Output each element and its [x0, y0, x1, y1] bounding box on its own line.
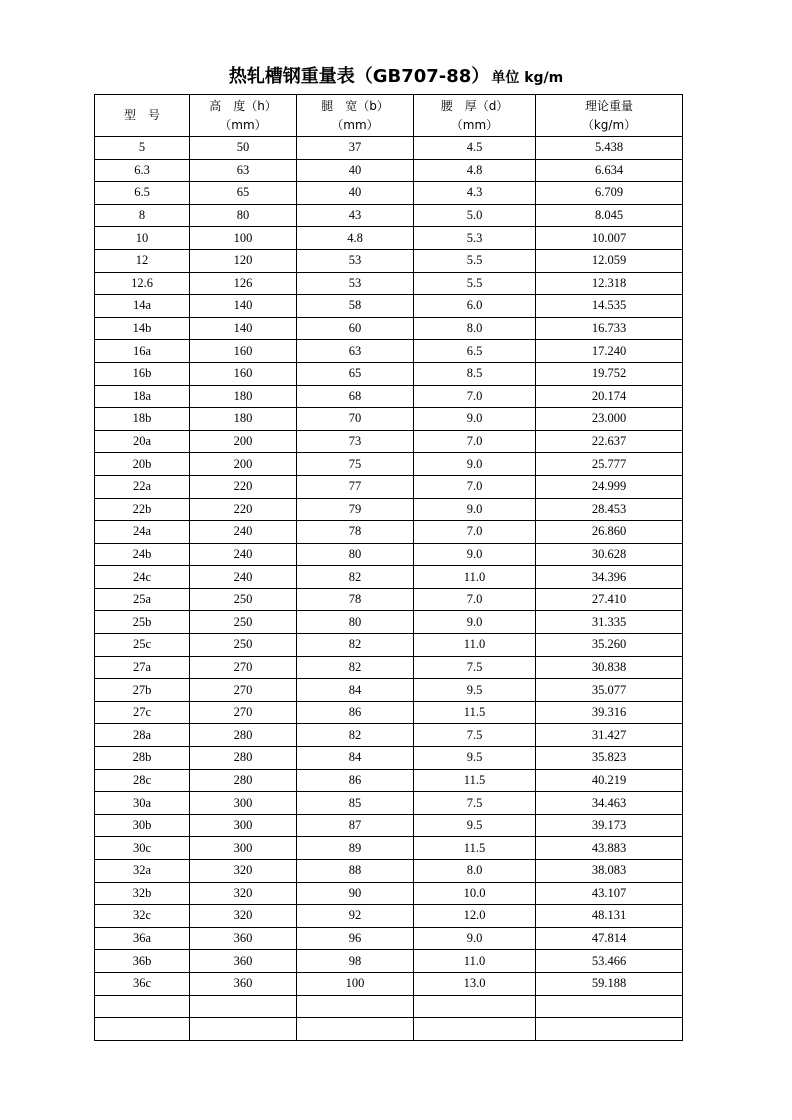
table-row: [95, 340, 683, 363]
cell-theoretical-weight: 27.410: [536, 588, 683, 611]
cell-web-thickness: 9.0: [414, 927, 536, 950]
cell-model: 30b: [95, 814, 190, 837]
cell-web-thickness: 5.3: [414, 227, 536, 250]
cell-theoretical-weight: [536, 1018, 683, 1041]
cell-web-thickness: 7.5: [414, 656, 536, 679]
table-row: [95, 747, 683, 770]
table-row: [95, 769, 683, 792]
cell-flange-width: 40: [297, 182, 414, 205]
cell-web-thickness: 9.0: [414, 408, 536, 431]
header-row: [95, 95, 683, 137]
cell-flange-width: 4.8: [297, 227, 414, 250]
title-unit: 单位 kg/m: [491, 70, 564, 86]
cell-theoretical-weight: 47.814: [536, 927, 683, 950]
table-row: [95, 566, 683, 589]
cell-flange-width: 78: [297, 588, 414, 611]
table-row: [95, 701, 683, 724]
cell-web-thickness: 8.5: [414, 362, 536, 385]
table-row: [95, 814, 683, 837]
cell-web-thickness: 11.0: [414, 634, 536, 657]
cell-theoretical-weight: 22.637: [536, 430, 683, 453]
cell-model: 28a: [95, 724, 190, 747]
table-row: [95, 227, 683, 250]
cell-web-thickness: 9.0: [414, 543, 536, 566]
cell-model: 25a: [95, 588, 190, 611]
cell-height: 200: [190, 430, 297, 453]
cell-model: 27a: [95, 656, 190, 679]
cell-height: 270: [190, 701, 297, 724]
cell-web-thickness: 7.0: [414, 588, 536, 611]
table-row: [95, 972, 683, 995]
cell-theoretical-weight: 35.077: [536, 679, 683, 702]
cell-web-thickness: 13.0: [414, 972, 536, 995]
header-web-thickness: 腰 厚（d） （mm）: [414, 95, 536, 137]
cell-flange-width: 86: [297, 701, 414, 724]
cell-flange-width: 85: [297, 792, 414, 815]
cell-flange-width: 37: [297, 137, 414, 160]
cell-flange-width: 73: [297, 430, 414, 453]
cell-flange-width: 63: [297, 340, 414, 363]
cell-model: 36a: [95, 927, 190, 950]
cell-web-thickness: 9.5: [414, 747, 536, 770]
cell-height: 140: [190, 295, 297, 318]
cell-theoretical-weight: 39.173: [536, 814, 683, 837]
cell-flange-width: 78: [297, 521, 414, 544]
table-row: [95, 182, 683, 205]
table-row: [95, 950, 683, 973]
cell-flange-width: 70: [297, 408, 414, 431]
cell-theoretical-weight: 6.634: [536, 159, 683, 182]
cell-height: 220: [190, 475, 297, 498]
cell-flange-width: 68: [297, 385, 414, 408]
cell-model: 25c: [95, 634, 190, 657]
table-row: [95, 204, 683, 227]
table-row: [95, 724, 683, 747]
cell-theoretical-weight: 16.733: [536, 317, 683, 340]
cell-flange-width: 82: [297, 634, 414, 657]
cell-flange-width: 58: [297, 295, 414, 318]
cell-height: 220: [190, 498, 297, 521]
cell-flange-width: 100: [297, 972, 414, 995]
cell-theoretical-weight: 19.752: [536, 362, 683, 385]
table-row: [95, 860, 683, 883]
cell-theoretical-weight: 8.045: [536, 204, 683, 227]
cell-theoretical-weight: 31.427: [536, 724, 683, 747]
cell-height: [190, 995, 297, 1018]
table-row: [95, 543, 683, 566]
cell-theoretical-weight: 39.316: [536, 701, 683, 724]
cell-model: [95, 1018, 190, 1041]
cell-model: 14b: [95, 317, 190, 340]
table-row: [95, 475, 683, 498]
cell-web-thickness: 11.5: [414, 837, 536, 860]
cell-model: 12.6: [95, 272, 190, 295]
cell-web-thickness: 9.0: [414, 611, 536, 634]
cell-model: 18a: [95, 385, 190, 408]
cell-height: 200: [190, 453, 297, 476]
cell-height: 126: [190, 272, 297, 295]
cell-flange-width: 87: [297, 814, 414, 837]
cell-web-thickness: 5.5: [414, 249, 536, 272]
cell-flange-width: 80: [297, 543, 414, 566]
table-row: [95, 159, 683, 182]
cell-web-thickness: 10.0: [414, 882, 536, 905]
cell-web-thickness: 8.0: [414, 860, 536, 883]
cell-height: 280: [190, 769, 297, 792]
cell-web-thickness: 7.0: [414, 430, 536, 453]
table-row: [95, 137, 683, 160]
cell-flange-width: 84: [297, 679, 414, 702]
cell-flange-width: 98: [297, 950, 414, 973]
cell-model: 5: [95, 137, 190, 160]
cell-height: 250: [190, 611, 297, 634]
cell-web-thickness: 6.5: [414, 340, 536, 363]
cell-flange-width: 86: [297, 769, 414, 792]
table-row: [95, 588, 683, 611]
cell-height: 320: [190, 882, 297, 905]
cell-height: 360: [190, 972, 297, 995]
cell-web-thickness: 9.0: [414, 453, 536, 476]
cell-theoretical-weight: 20.174: [536, 385, 683, 408]
cell-flange-width: 65: [297, 362, 414, 385]
cell-height: 250: [190, 634, 297, 657]
cell-flange-width: 80: [297, 611, 414, 634]
table-row: [95, 792, 683, 815]
cell-theoretical-weight: 12.059: [536, 249, 683, 272]
cell-theoretical-weight: 14.535: [536, 295, 683, 318]
cell-flange-width: 82: [297, 656, 414, 679]
cell-model: 22b: [95, 498, 190, 521]
cell-model: [95, 995, 190, 1018]
table-row: [95, 453, 683, 476]
table-row: [95, 272, 683, 295]
cell-web-thickness: 7.0: [414, 475, 536, 498]
cell-web-thickness: [414, 1018, 536, 1041]
cell-height: 240: [190, 566, 297, 589]
cell-flange-width: 40: [297, 159, 414, 182]
cell-height: [190, 1018, 297, 1041]
header-model: 型 号: [95, 95, 190, 137]
cell-height: 360: [190, 927, 297, 950]
cell-theoretical-weight: [536, 995, 683, 1018]
cell-model: 20a: [95, 430, 190, 453]
cell-web-thickness: 4.8: [414, 159, 536, 182]
cell-model: 27b: [95, 679, 190, 702]
cell-theoretical-weight: 48.131: [536, 905, 683, 928]
cell-height: 270: [190, 656, 297, 679]
cell-flange-width: 90: [297, 882, 414, 905]
cell-flange-width: 82: [297, 724, 414, 747]
cell-model: 6.5: [95, 182, 190, 205]
cell-flange-width: 77: [297, 475, 414, 498]
cell-theoretical-weight: 26.860: [536, 521, 683, 544]
cell-height: 240: [190, 543, 297, 566]
cell-flange-width: [297, 995, 414, 1018]
channel-steel-weight-table: [94, 94, 683, 1041]
table-row: [95, 408, 683, 431]
cell-model: 32b: [95, 882, 190, 905]
cell-web-thickness: 11.0: [414, 566, 536, 589]
cell-model: 27c: [95, 701, 190, 724]
table-body: [95, 137, 683, 1041]
header-flange-width: 腿 宽（b） （mm）: [297, 95, 414, 137]
table-row: [95, 249, 683, 272]
cell-theoretical-weight: 35.823: [536, 747, 683, 770]
cell-theoretical-weight: 40.219: [536, 769, 683, 792]
cell-theoretical-weight: 38.083: [536, 860, 683, 883]
title-main: 热轧槽钢重量表（GB707-88）: [228, 66, 490, 87]
cell-theoretical-weight: 5.438: [536, 137, 683, 160]
cell-model: 10: [95, 227, 190, 250]
cell-model: 32a: [95, 860, 190, 883]
cell-theoretical-weight: 12.318: [536, 272, 683, 295]
cell-height: 280: [190, 747, 297, 770]
table-row: [95, 385, 683, 408]
cell-height: 320: [190, 860, 297, 883]
table-row: [95, 905, 683, 928]
cell-theoretical-weight: 10.007: [536, 227, 683, 250]
cell-web-thickness: 11.5: [414, 701, 536, 724]
cell-height: 100: [190, 227, 297, 250]
cell-flange-width: 53: [297, 249, 414, 272]
cell-model: 12: [95, 249, 190, 272]
cell-height: 180: [190, 408, 297, 431]
cell-model: 32c: [95, 905, 190, 928]
cell-web-thickness: 7.0: [414, 385, 536, 408]
cell-flange-width: 82: [297, 566, 414, 589]
cell-height: 360: [190, 950, 297, 973]
table-row: [95, 1018, 683, 1041]
cell-flange-width: 75: [297, 453, 414, 476]
cell-flange-width: [297, 1018, 414, 1041]
cell-model: 24c: [95, 566, 190, 589]
cell-model: 22a: [95, 475, 190, 498]
cell-theoretical-weight: 43.883: [536, 837, 683, 860]
table-row: [95, 927, 683, 950]
cell-model: 24b: [95, 543, 190, 566]
cell-model: 36b: [95, 950, 190, 973]
cell-web-thickness: 7.5: [414, 792, 536, 815]
cell-height: 50: [190, 137, 297, 160]
table-row: [95, 882, 683, 905]
cell-theoretical-weight: 30.838: [536, 656, 683, 679]
cell-height: 80: [190, 204, 297, 227]
cell-web-thickness: 11.0: [414, 950, 536, 973]
cell-height: 160: [190, 340, 297, 363]
cell-height: 120: [190, 249, 297, 272]
table-row: [95, 837, 683, 860]
cell-height: 65: [190, 182, 297, 205]
table-row: [95, 656, 683, 679]
cell-web-thickness: 9.5: [414, 814, 536, 837]
table-row: [95, 521, 683, 544]
cell-model: 16b: [95, 362, 190, 385]
cell-theoretical-weight: 23.000: [536, 408, 683, 431]
cell-model: 18b: [95, 408, 190, 431]
cell-height: 300: [190, 837, 297, 860]
cell-web-thickness: [414, 995, 536, 1018]
cell-flange-width: 89: [297, 837, 414, 860]
cell-height: 320: [190, 905, 297, 928]
table-row: [95, 317, 683, 340]
cell-theoretical-weight: 31.335: [536, 611, 683, 634]
cell-model: 20b: [95, 453, 190, 476]
header-theoretical-weight: 理论重量 （kg/m）: [536, 95, 683, 137]
cell-theoretical-weight: 30.628: [536, 543, 683, 566]
cell-flange-width: 88: [297, 860, 414, 883]
cell-model: 30c: [95, 837, 190, 860]
cell-height: 280: [190, 724, 297, 747]
table-row: [95, 611, 683, 634]
table-row: [95, 995, 683, 1018]
cell-web-thickness: 9.5: [414, 679, 536, 702]
table-row: [95, 362, 683, 385]
cell-web-thickness: 6.0: [414, 295, 536, 318]
cell-height: 250: [190, 588, 297, 611]
cell-web-thickness: 12.0: [414, 905, 536, 928]
cell-height: 270: [190, 679, 297, 702]
cell-model: 24a: [95, 521, 190, 544]
cell-flange-width: 96: [297, 927, 414, 950]
cell-model: 14a: [95, 295, 190, 318]
cell-web-thickness: 11.5: [414, 769, 536, 792]
cell-theoretical-weight: 17.240: [536, 340, 683, 363]
cell-theoretical-weight: 53.466: [536, 950, 683, 973]
cell-theoretical-weight: 25.777: [536, 453, 683, 476]
cell-model: 16a: [95, 340, 190, 363]
cell-flange-width: 60: [297, 317, 414, 340]
cell-theoretical-weight: 34.396: [536, 566, 683, 589]
cell-model: 8: [95, 204, 190, 227]
cell-theoretical-weight: 43.107: [536, 882, 683, 905]
cell-theoretical-weight: 6.709: [536, 182, 683, 205]
cell-web-thickness: 4.3: [414, 182, 536, 205]
cell-theoretical-weight: 34.463: [536, 792, 683, 815]
cell-height: 140: [190, 317, 297, 340]
cell-model: 25b: [95, 611, 190, 634]
cell-model: 28c: [95, 769, 190, 792]
table-row: [95, 498, 683, 521]
table-row: [95, 295, 683, 318]
cell-flange-width: 53: [297, 272, 414, 295]
cell-model: 6.3: [95, 159, 190, 182]
cell-flange-width: 79: [297, 498, 414, 521]
cell-theoretical-weight: 35.260: [536, 634, 683, 657]
table-row: [95, 634, 683, 657]
cell-flange-width: 84: [297, 747, 414, 770]
cell-height: 180: [190, 385, 297, 408]
cell-web-thickness: 8.0: [414, 317, 536, 340]
cell-theoretical-weight: 24.999: [536, 475, 683, 498]
cell-height: 160: [190, 362, 297, 385]
cell-height: 300: [190, 792, 297, 815]
cell-height: 240: [190, 521, 297, 544]
cell-flange-width: 92: [297, 905, 414, 928]
cell-model: 28b: [95, 747, 190, 770]
table-row: [95, 430, 683, 453]
cell-web-thickness: 7.0: [414, 521, 536, 544]
cell-web-thickness: 4.5: [414, 137, 536, 160]
cell-web-thickness: 7.5: [414, 724, 536, 747]
cell-height: 300: [190, 814, 297, 837]
header-height: 高 度（h） （mm）: [190, 95, 297, 137]
cell-flange-width: 43: [297, 204, 414, 227]
document-title: [0, 62, 792, 88]
cell-theoretical-weight: 28.453: [536, 498, 683, 521]
cell-web-thickness: 5.0: [414, 204, 536, 227]
table-row: [95, 679, 683, 702]
cell-theoretical-weight: 59.188: [536, 972, 683, 995]
cell-model: 36c: [95, 972, 190, 995]
cell-web-thickness: 9.0: [414, 498, 536, 521]
cell-web-thickness: 5.5: [414, 272, 536, 295]
cell-model: 30a: [95, 792, 190, 815]
cell-height: 63: [190, 159, 297, 182]
